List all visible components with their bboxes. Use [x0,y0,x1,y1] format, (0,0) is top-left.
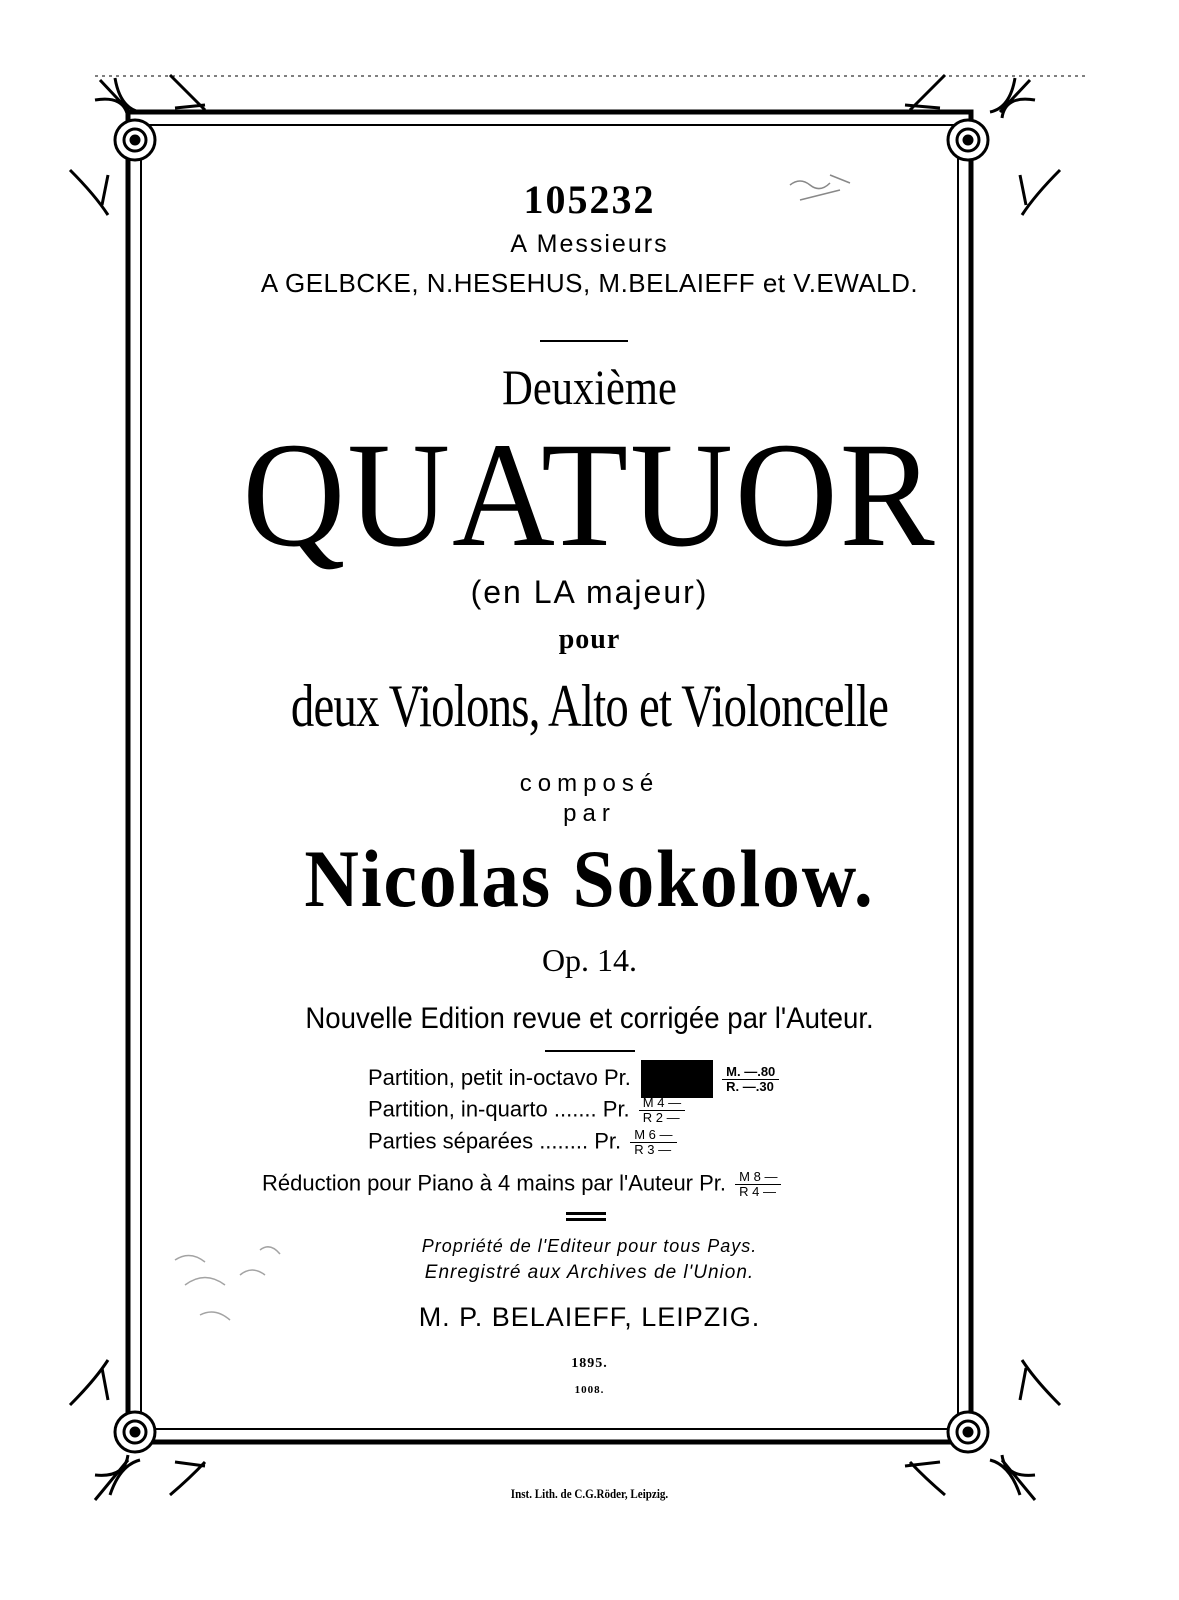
redaction-block [641,1060,713,1098]
price-label: Partition, petit in-octavo Pr. [368,1064,631,1090]
ordinal: Deuxième [502,359,677,415]
publisher: M. P. BELAIEFF, LEIPZIG. [418,1302,761,1332]
price-r: R 3 — [634,1142,672,1157]
dedication-line-1: A Messieurs [510,230,669,258]
price-m: M 8 — [735,1170,781,1185]
catalog-number: 105232 [523,177,656,222]
divider [540,340,628,342]
rights-line-1: Propriété de l'Editeur pour tous Pays. [421,1236,758,1256]
price-fraction [722,1065,779,1094]
divider [545,1050,635,1052]
opus-number: Op. 14. [541,942,638,978]
divider [566,1212,606,1215]
price-row [368,1128,677,1157]
price-row [368,1096,685,1125]
plate-number: 1008. [574,1384,605,1396]
composer-name: Nicolas Sokolow. [304,833,875,924]
divider [566,1218,606,1221]
price-label: Parties séparées ........ Pr. [368,1128,622,1154]
pour-text: pour [558,624,621,655]
key-signature: (en LA majeur) [470,574,709,610]
price-r: R. —.30 [726,1078,774,1094]
rights-line-2: Enregistré aux Archives de l'Union. [424,1262,755,1283]
price-label: Partition, in-quarto ....... Pr. [368,1096,630,1122]
price-fraction [735,1170,781,1199]
price-m: M 6 — [630,1128,676,1143]
par-text: par [563,800,616,827]
dedication-line-2: A GELBCKE, N.HESEHUS, M.BELAIEFF et V.EWALD. [260,268,919,298]
instrumentation: deux Violons, Alto et Violoncelle [290,673,889,739]
reduction-row [262,1170,781,1199]
edition-note: Nouvelle Edition revue et corrigée par l'Auteur. [305,1002,874,1035]
price-r: R 4 — [739,1184,776,1199]
main-title: QUATUOR [242,412,937,578]
compose-text: composé [519,770,660,797]
price-r: R 2 — [642,1110,680,1125]
printer-credit: Inst. Lith. de C.G.Röder, Leipzig. [510,1486,669,1501]
reduction-label: Réduction pour Piano à 4 mains par l'Auteur Pr. [262,1170,727,1196]
price-m: M 4 — [639,1096,685,1111]
price-fraction [630,1128,676,1157]
price-m: M. —.80 [722,1065,779,1080]
publication-year: 1895. [571,1356,608,1371]
price-fraction [639,1096,685,1125]
price-row [368,1060,779,1098]
